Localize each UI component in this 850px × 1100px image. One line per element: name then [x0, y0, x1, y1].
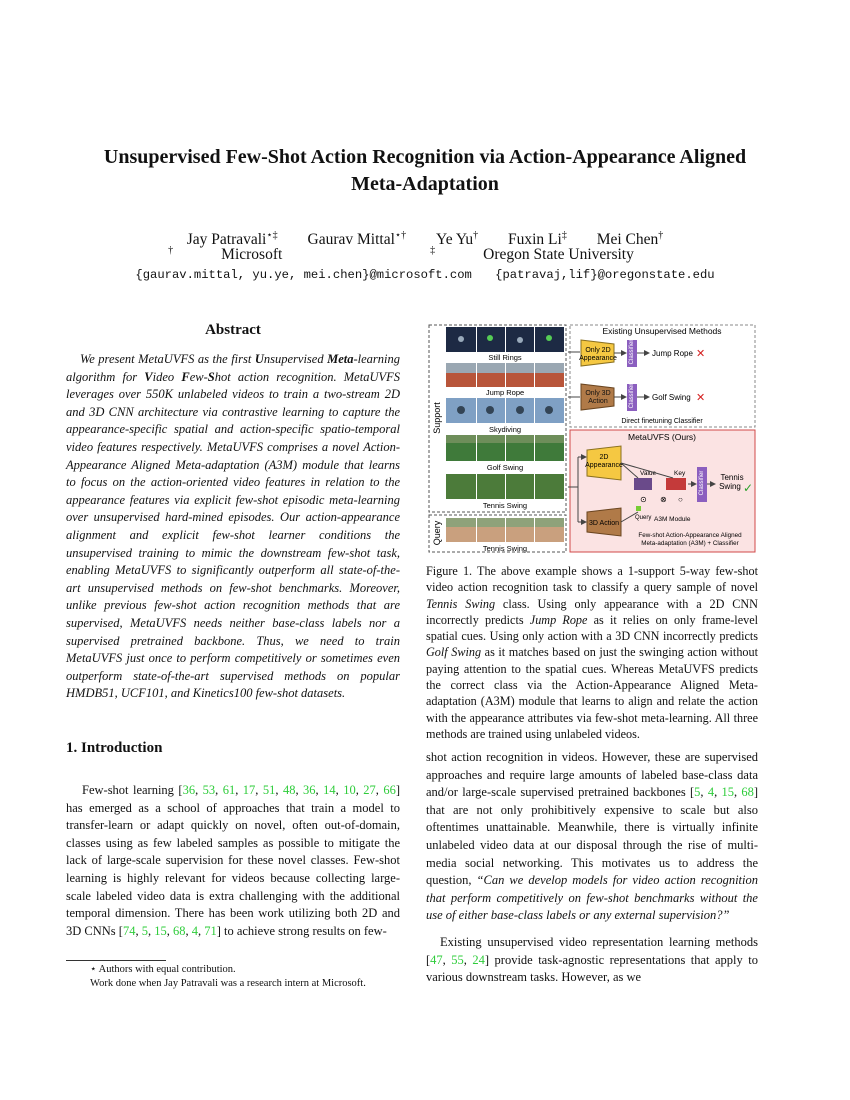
- wrong-icon: ✕: [696, 392, 706, 404]
- affiliations: [60, 245, 790, 264]
- paragraph: Existing unsupervised video representation learning methods [47, 55, 24] provide task-agnostic representations that apply to various downstream tasks. However, as we: [426, 934, 758, 985]
- citation-link[interactable]: 15: [154, 923, 167, 938]
- value-label: Value: [640, 470, 657, 477]
- value-tensor: [634, 478, 652, 490]
- author: Mei Chen†: [596, 230, 664, 249]
- citation-link[interactable]: 36: [303, 783, 316, 797]
- paper-title-line1: Unsupervised Few-Shot Action Recognition via Action-Appearance Aligned: [103, 146, 747, 168]
- citation-link[interactable]: 4: [191, 923, 198, 938]
- intro-heading: 1. Introduction: [66, 740, 163, 756]
- citation-link[interactable]: 55: [451, 952, 464, 967]
- only-3d-action-block: [581, 384, 614, 410]
- query-label: Query: [432, 520, 442, 546]
- citation-link[interactable]: 66: [383, 783, 396, 797]
- classifier-label: Classifier: [699, 470, 705, 496]
- citation-link[interactable]: 47: [430, 952, 443, 967]
- email: {gaurav.mittal, yu.ye, mei.chen}@microsoft.com: [135, 268, 472, 282]
- citation-link[interactable]: 15: [721, 785, 734, 800]
- key-label: Key: [674, 470, 686, 477]
- classifier-label: Classifier: [629, 339, 635, 365]
- direct-finetuning-label: Direct finetuning Classifier: [621, 418, 703, 425]
- citation-link[interactable]: 68: [172, 923, 186, 938]
- only-2d-line2: Appearance: [579, 355, 617, 362]
- clip-strip-still-rings: [446, 327, 564, 352]
- figure-1-caption: Figure 1. The above example shows a 1-support 5-way few-shot video action recognition task to classify a query sample of novel Tennis Swing class. Using only appearance with a 2D CNN incorrectly predicts Jump Rope as it relies on only frame-level spatial cues. Using only action with a 3D CNN incorrectly predicts Golf Swing as it matches based on just the swinging action without paying attention to the spatial cues. Whereas MetaUVFS predicts the correct class via the Action-Appearance Aligned Meta-adaptation (A3M) module that learns to align and relate the action with the appearance attributes via few-shot meta-learning. All three methods are trained using unlabeled videos.: [426, 564, 758, 741]
- citation-link[interactable]: 51: [262, 783, 276, 797]
- citation-link[interactable]: 4: [707, 785, 715, 800]
- affiliation: ‡ Oregon State University: [430, 245, 634, 264]
- prediction-tennis-swing: Tennis Swing: [719, 473, 744, 491]
- citation-link[interactable]: 24: [472, 952, 485, 967]
- classifier-label: Classifier: [629, 383, 635, 409]
- citation-link[interactable]: 27: [363, 783, 376, 797]
- a3m-module-label: A3M Module: [654, 516, 691, 523]
- citation-link[interactable]: 14: [323, 783, 336, 797]
- query-label-small: Query: [635, 515, 652, 521]
- author: Gaurav Mittal⋆†: [307, 230, 407, 249]
- author: Fuxin Li‡: [507, 230, 567, 249]
- citation-link[interactable]: 5: [694, 785, 701, 800]
- circle-op-icon: ○: [678, 495, 683, 504]
- citation-link[interactable]: 71: [204, 923, 217, 938]
- paper-title-line2: Meta-Adaptation: [351, 173, 499, 195]
- citation-link[interactable]: 36: [182, 783, 196, 797]
- metauvfs-title: MetaUVFS (Ours): [627, 432, 697, 442]
- citation-link[interactable]: 48: [282, 783, 296, 797]
- prediction-jump-rope: Jump Rope: [652, 349, 693, 358]
- emails: [60, 268, 790, 282]
- affiliation: † Microsoft: [168, 245, 283, 264]
- email: {patravaj,lif}@oregonstate.edu: [495, 268, 715, 282]
- citation-link[interactable]: 5: [141, 923, 148, 938]
- svg-text:Few-shot Action-Appearance Ali: Few-shot Action-Appearance Aligned Meta-adaptation (A3M) + Classifier: [638, 532, 742, 547]
- abstract-body: We present MetaUVFS as the first Unsupervised Meta-learning algorithm for Video Few-Shot action recognition. MetaUVFS leverages over 550K unlabeled videos to train a two-stream 2D and 3D CNN architecture via contrastive learning to capture the appearance-specific spatial and action-specific spatio-temporal video features respectively. MetaUVFS comprises a novel Action-Appearance Aligned Meta-adaptation (A3M) module that learns to focus on the action-oriented video features in relation to the appearance features via explicit few-shot episodic meta-learning over unsupervised hard-mined episodes. Our action-appearance alignment and explicit few-shot learner conditions the unsupervised training to mimic the downstream few-shot task, enabling MetaUVFS to significantly outperform all state-of-the-art unsupervised methods on few-shot benchmarks. Moreover, unlike previous few-shot action recognition methods that are supervised, MetaUVFS needs neither base-class labels nor a supervised pretrained backbone. Thus, we need to train MetaUVFS just once to perform competitively or sometimes even outperform state-of-the-art supervised methods on popular HMDB51, UCF101, and Kinetics100 few-shot datasets.: [66, 352, 400, 701]
- dot-product-icon: ⊙: [640, 495, 647, 504]
- action-3d-label: 3D Action: [589, 520, 619, 527]
- svg-text:2DAppearance: 2D Appearance: [585, 454, 623, 469]
- figure-1: [428, 322, 758, 554]
- paragraph: shot action recognition in videos. However, these are supervised approaches and require large amounts of labeled base-class data and/or large-scale supervised pretrained backbones [5, 4, 15, 68] that are not only prohibitively expensive to scale but also oftentimes unattainable. Meanwhile, there is virtually infinite unlabeled video data at our disposal through the rise of multi-media social networking. This motivates us to address the question, “Can we develop models for video action recognition that perform competitively on few-shot benchmarks without the use of either base-class labels or any external supervision?”: [426, 750, 759, 923]
- citation-link[interactable]: 53: [202, 783, 216, 797]
- clip-label: Golf Swing: [486, 463, 524, 472]
- right-column-text: [426, 749, 758, 987]
- citation-link[interactable]: 10: [343, 783, 356, 797]
- citation-link[interactable]: 74: [122, 923, 136, 938]
- clip-label: Still Rings: [488, 353, 522, 362]
- clip-strip-skydiving: [446, 398, 564, 423]
- citation-link[interactable]: 17: [242, 783, 256, 797]
- existing-methods-box: [570, 325, 755, 427]
- paper-title: [60, 144, 790, 198]
- clip-label: Jump Rope: [485, 388, 525, 397]
- abstract-heading: Abstract: [205, 322, 261, 338]
- clip-strip-golf-swing: [446, 435, 564, 461]
- cross-product-icon: ⊗: [660, 495, 667, 504]
- author: Jay Patravali⋆‡: [186, 230, 278, 249]
- author: Ye Yu†: [436, 230, 479, 249]
- clip-strip-query: [446, 518, 564, 542]
- prediction-golf-swing: Golf Swing: [652, 393, 691, 402]
- clip-label: Skydiving: [488, 425, 522, 434]
- clip-strip-tennis-swing: [446, 474, 564, 499]
- only-2d-line1: Only 2D: [585, 347, 611, 354]
- footnote: [66, 963, 400, 991]
- figure-1-diagram: [428, 322, 758, 554]
- svg-text:Only 3DAction: Only 3D Action: [585, 390, 611, 405]
- citation-link[interactable]: 68: [741, 785, 754, 800]
- footnote-line: ⋆ Authors with equal contribution.: [90, 964, 236, 975]
- support-label: Support: [432, 402, 442, 434]
- key-tensor: [666, 478, 686, 490]
- intro-body: Few-shot learning [36, 53, 61, 17, 51, 48, 36, 14, 10, 27, 66] has emerged as a school of approaches that train a model to transfer-learn or adapt quickly on novel, often out-of-domain, classes using as few labeled samples as possible to mitigate the lack of large-scale supervision for these novel classes. Few-shot learning is highly relevant for videos because collecting large-scale labeled video data is extra challenging with the additional temporal dimension. There has been work utilizing both 2D and 3D CNNs [74, 5, 15, 68, 4, 71] to achieve strong results on few-: [66, 783, 401, 938]
- footnote-line: Work done when Jay Patravali was a research intern at Microsoft.: [90, 978, 366, 989]
- correct-icon: ✓: [743, 481, 754, 495]
- wrong-icon: ✕: [696, 348, 706, 360]
- citation-link[interactable]: 61: [222, 783, 236, 797]
- clip-label: Tennis Swing: [482, 544, 528, 553]
- clip-strip-jump-rope: [446, 363, 564, 387]
- footnote-rule: [66, 960, 166, 961]
- clip-label: Tennis Swing: [482, 501, 528, 510]
- query-tensor: [636, 506, 641, 511]
- existing-methods-title: Existing Unsupervised Methods: [602, 326, 722, 336]
